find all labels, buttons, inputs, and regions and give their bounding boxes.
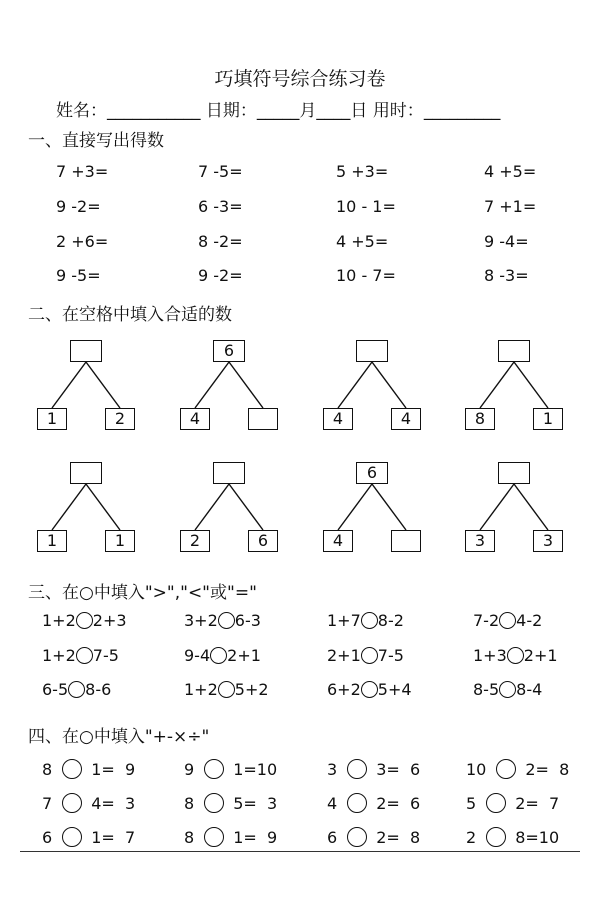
bond-top-box: 6	[213, 340, 245, 362]
compare-problem	[184, 680, 269, 699]
first-number: 9	[184, 760, 195, 779]
compare-problem	[42, 646, 119, 665]
operator-circle[interactable]	[62, 827, 82, 847]
bond-line	[480, 484, 514, 530]
time-label: 用时：	[372, 101, 424, 121]
calc-problem: 8 -3=	[484, 266, 529, 285]
operator-problem	[184, 827, 277, 847]
month-blank: _____	[256, 101, 300, 121]
left-expression: 3+2	[184, 611, 218, 630]
compare-problem	[327, 680, 412, 699]
first-number: 4	[327, 794, 338, 813]
operator-circle[interactable]	[204, 759, 224, 779]
first-number: 6	[327, 828, 338, 847]
compare-problem	[42, 611, 127, 630]
first-number: 8	[42, 760, 53, 779]
equation-rest: 2= 7	[515, 794, 560, 813]
answer-circle[interactable]	[361, 647, 378, 664]
section4-heading: 四、在○中填入"+-×÷"	[28, 727, 210, 747]
answer-circle[interactable]	[76, 647, 93, 664]
name-blank: ___________	[107, 101, 201, 121]
operator-problem	[42, 827, 135, 847]
left-expression: 9-4	[184, 646, 211, 665]
right-expression: 7-5	[377, 646, 404, 665]
bond-line	[86, 484, 120, 530]
operator-circle[interactable]	[496, 759, 516, 779]
bond-right-box: 2	[105, 408, 135, 430]
first-number: 2	[466, 828, 477, 847]
first-number: 5	[466, 794, 477, 813]
right-expression: 8-2	[377, 611, 404, 630]
month-label: 月	[299, 101, 317, 121]
calc-problem: 2 +6=	[56, 232, 109, 251]
equation-rest: 4= 3	[91, 794, 136, 813]
calc-problem: 10 - 1=	[336, 197, 396, 216]
bond-right-box[interactable]	[391, 530, 421, 552]
compare-problem	[184, 611, 261, 630]
operator-circle[interactable]	[347, 793, 367, 813]
right-expression: 5+2	[234, 680, 269, 699]
first-number: 6	[42, 828, 53, 847]
right-expression: 5+4	[377, 680, 412, 699]
equation-rest: 2= 6	[376, 794, 421, 813]
bond-line	[86, 362, 120, 408]
left-expression: 6+2	[327, 680, 361, 699]
calc-problem: 4 +5=	[484, 162, 537, 181]
bond-line	[338, 484, 372, 530]
bond-right-box: 1	[105, 530, 135, 552]
bond-line	[52, 362, 86, 408]
equation-rest: 5= 3	[233, 794, 278, 813]
first-number: 3	[327, 760, 338, 779]
right-expression: 4-2	[516, 611, 543, 630]
bond-right-box: 6	[248, 530, 278, 552]
compare-problem	[42, 680, 111, 699]
day-blank: ____	[316, 101, 351, 121]
left-expression: 1+3	[473, 646, 507, 665]
bond-right-box: 1	[533, 408, 563, 430]
compare-problem	[184, 646, 261, 665]
operator-problem	[327, 827, 420, 847]
equation-rest: 1=10	[233, 760, 278, 779]
bond-left-box: 3	[465, 530, 495, 552]
right-expression: 8-4	[516, 680, 543, 699]
calc-problem: 7 +3=	[56, 162, 109, 181]
left-expression: 1+2	[42, 611, 76, 630]
operator-circle[interactable]	[204, 827, 224, 847]
answer-circle[interactable]	[507, 647, 524, 664]
first-number: 8	[184, 794, 195, 813]
right-expression: 8-6	[85, 680, 112, 699]
section3-heading: 三、在○中填入">","<"或"="	[28, 583, 257, 603]
compare-problem	[473, 611, 542, 630]
bond-left-box: 4	[323, 530, 353, 552]
bond-top-box[interactable]	[70, 462, 102, 484]
operator-problem	[184, 759, 277, 779]
compare-problem	[327, 646, 404, 665]
calc-problem: 9 -4=	[484, 232, 529, 251]
first-number: 10	[466, 760, 487, 779]
left-expression: 2+1	[327, 646, 361, 665]
right-expression: 6-3	[234, 611, 261, 630]
page-title: 巧填符号综合练习卷	[214, 68, 386, 90]
name-label: 姓名：	[56, 101, 107, 121]
bond-left-box: 1	[37, 408, 67, 430]
left-expression: 7-2	[473, 611, 500, 630]
equation-rest: 2= 8	[525, 760, 570, 779]
right-expression: 7-5	[92, 646, 119, 665]
bond-line	[372, 484, 406, 530]
bond-top-box[interactable]	[70, 340, 102, 362]
calc-problem: 7 -5=	[198, 162, 243, 181]
bond-line	[514, 362, 548, 408]
right-expression: 2+1	[227, 646, 261, 665]
bond-top-box: 6	[356, 462, 388, 484]
equation-rest: 8=10	[515, 828, 560, 847]
calc-problem: 9 -2=	[56, 197, 101, 216]
first-number: 7	[42, 794, 53, 813]
operator-circle[interactable]	[62, 793, 82, 813]
compare-problem	[473, 646, 558, 665]
left-expression: 1+7	[327, 611, 361, 630]
answer-circle[interactable]	[210, 647, 227, 664]
compare-problem	[327, 611, 404, 630]
day-label: 日	[350, 101, 368, 121]
operator-problem	[42, 793, 135, 813]
answer-circle[interactable]	[499, 681, 516, 698]
operator-problem	[327, 759, 420, 779]
operator-problem	[466, 759, 569, 779]
bond-line	[229, 362, 263, 408]
operator-circle[interactable]	[347, 827, 367, 847]
date-label: 日期：	[205, 101, 257, 121]
compare-problem	[473, 680, 542, 699]
calc-problem: 9 -5=	[56, 266, 101, 285]
right-expression: 2+3	[92, 611, 127, 630]
bond-top-box[interactable]	[498, 462, 530, 484]
operator-circle[interactable]	[62, 759, 82, 779]
answer-circle[interactable]	[218, 681, 235, 698]
operator-problem	[466, 827, 559, 847]
bond-left-box: 8	[465, 408, 495, 430]
equation-rest: 1= 9	[233, 828, 278, 847]
operator-problem	[184, 793, 277, 813]
operator-problem	[327, 793, 420, 813]
operator-problem	[466, 793, 559, 813]
left-expression: 1+2	[42, 646, 76, 665]
calc-problem: 4 +5=	[336, 232, 389, 251]
operator-circle[interactable]	[204, 793, 224, 813]
calc-problem: 8 -2=	[198, 232, 243, 251]
answer-circle[interactable]	[68, 681, 85, 698]
bond-line	[338, 362, 372, 408]
first-number: 8	[184, 828, 195, 847]
operator-problem	[42, 759, 135, 779]
bond-top-box[interactable]	[356, 340, 388, 362]
operator-circle[interactable]	[347, 759, 367, 779]
equation-rest: 2= 8	[376, 828, 421, 847]
answer-circle[interactable]	[218, 612, 235, 629]
equation-rest: 1= 9	[91, 760, 136, 779]
bond-line	[195, 484, 229, 530]
left-expression: 6-5	[42, 680, 69, 699]
bond-right-box[interactable]	[248, 408, 278, 430]
bond-right-box: 4	[391, 408, 421, 430]
left-expression: 8-5	[473, 680, 500, 699]
equation-rest: 1= 7	[91, 828, 136, 847]
bond-line	[229, 484, 263, 530]
bond-top-box[interactable]	[213, 462, 245, 484]
bond-line	[514, 484, 548, 530]
answer-circle[interactable]	[361, 681, 378, 698]
calc-problem: 7 +1=	[484, 197, 537, 216]
answer-circle[interactable]	[499, 612, 516, 629]
answer-circle[interactable]	[361, 612, 378, 629]
bottom-rule	[20, 851, 580, 852]
section2-heading: 二、在空格中填入合适的数	[28, 305, 232, 325]
bond-left-box: 1	[37, 530, 67, 552]
bond-line	[480, 362, 514, 408]
bond-line	[52, 484, 86, 530]
time-blank: _________	[423, 101, 501, 121]
operator-circle[interactable]	[486, 827, 506, 847]
equation-rest: 3= 6	[376, 760, 421, 779]
bond-left-box: 4	[180, 408, 210, 430]
bond-line	[195, 362, 229, 408]
answer-circle[interactable]	[76, 612, 93, 629]
left-expression: 1+2	[184, 680, 218, 699]
section1-heading: 一、直接写出得数	[28, 131, 164, 151]
bond-left-box: 2	[180, 530, 210, 552]
bond-left-box: 4	[323, 408, 353, 430]
bond-top-box[interactable]	[498, 340, 530, 362]
bond-line	[372, 362, 406, 408]
bond-right-box: 3	[533, 530, 563, 552]
calc-problem: 10 - 7=	[336, 266, 396, 285]
operator-circle[interactable]	[486, 793, 506, 813]
calc-problem: 5 +3=	[336, 162, 389, 181]
calc-problem: 6 -3=	[198, 197, 243, 216]
right-expression: 2+1	[523, 646, 558, 665]
calc-problem: 9 -2=	[198, 266, 243, 285]
